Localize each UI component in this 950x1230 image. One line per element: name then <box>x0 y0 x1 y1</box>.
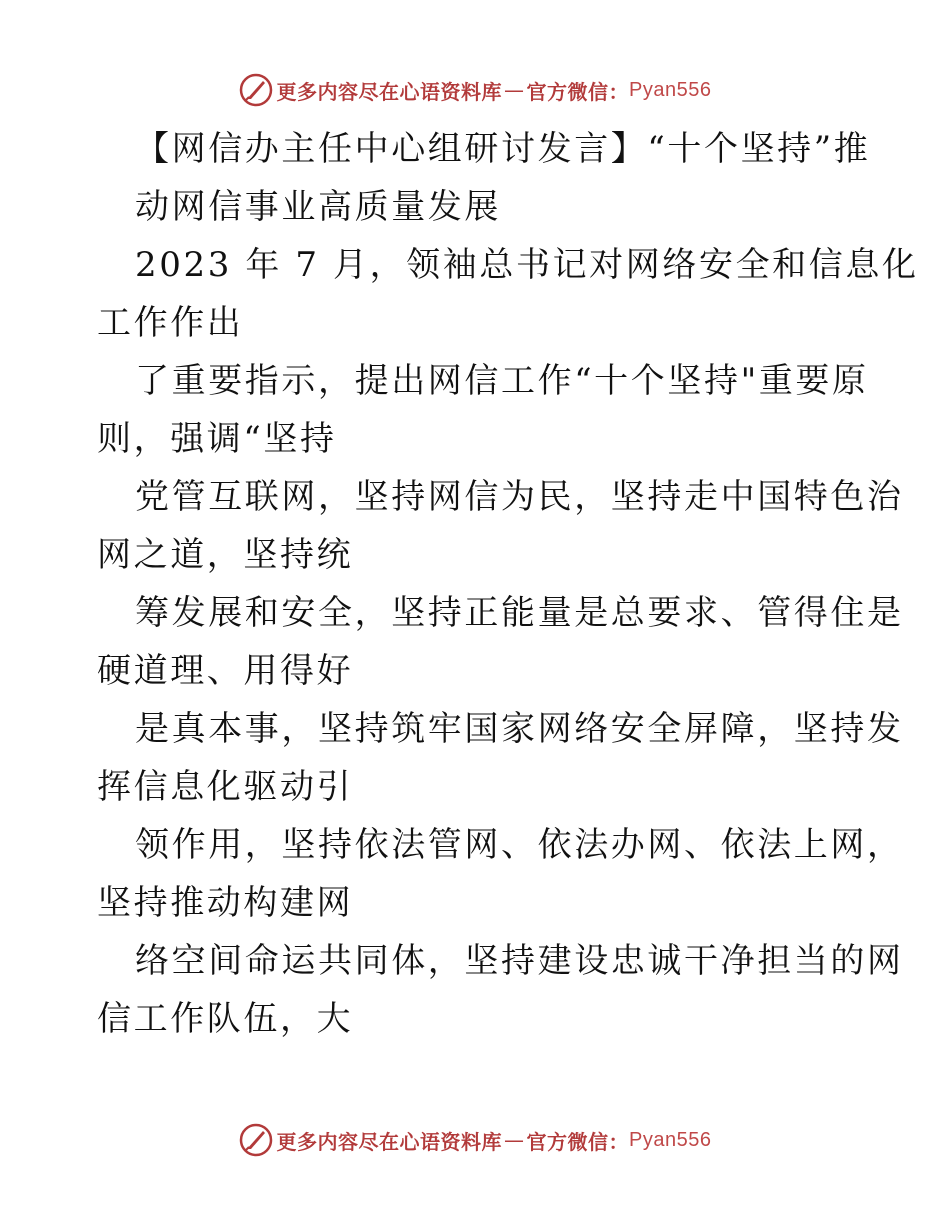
banner-wechat-id: Pyan556 <box>629 78 712 101</box>
banner-separator: — <box>504 78 525 102</box>
header-banner <box>0 70 950 110</box>
paragraph-line: 信工作队伍，大 <box>97 999 354 1039</box>
quill-logo-icon <box>239 73 273 107</box>
paragraph-line: 2023 年 7 月，领袖总书记对网络安全和信息化 <box>135 245 919 285</box>
paragraph-line: 络空间命运共同体，坚持建设忠诚干净担当的网 <box>135 941 904 981</box>
paragraph-line: 筹发展和安全，坚持正能量是总要求、管得住是 <box>135 593 904 633</box>
paragraph-line: 工作作出 <box>97 303 244 343</box>
paragraph-line: 硬道理、用得好 <box>97 651 354 691</box>
paragraph-line: 党管互联网，坚持网信为民，坚持走中国特色治 <box>135 477 904 517</box>
paragraph-line: 领作用，坚持依法管网、依法办网、依法上网， <box>135 825 904 865</box>
title-line-2: 动网信事业高质量发展 <box>135 187 501 227</box>
banner-brand: 更多内容尽在心语资料库 <box>276 79 503 104</box>
quill-logo-icon <box>239 1123 273 1157</box>
footer-banner <box>0 1120 950 1160</box>
paragraph-line: 了重要指示，提出网信工作“十个坚持"重要原 <box>135 361 869 401</box>
banner-separator: — <box>504 1128 525 1152</box>
banner-wechat-label: 官方微信： <box>526 79 630 104</box>
paragraph-line: 则，强调“坚持 <box>97 419 337 459</box>
title-line-1: 【网信办主任中心组研讨发言】“十个坚持”推 <box>135 129 871 169</box>
paragraph-line: 坚持推动构建网 <box>97 883 354 923</box>
paragraph-line: 网之道，坚持统 <box>97 535 354 575</box>
banner-wechat-label: 官方微信： <box>526 1129 630 1154</box>
banner-wechat-id: Pyan556 <box>629 1128 712 1151</box>
banner-brand: 更多内容尽在心语资料库 <box>276 1129 503 1154</box>
paragraph-line: 挥信息化驱动引 <box>97 767 354 807</box>
document-body <box>97 120 919 1048</box>
paragraph-line: 是真本事，坚持筑牢国家网络安全屏障，坚持发 <box>135 709 904 749</box>
